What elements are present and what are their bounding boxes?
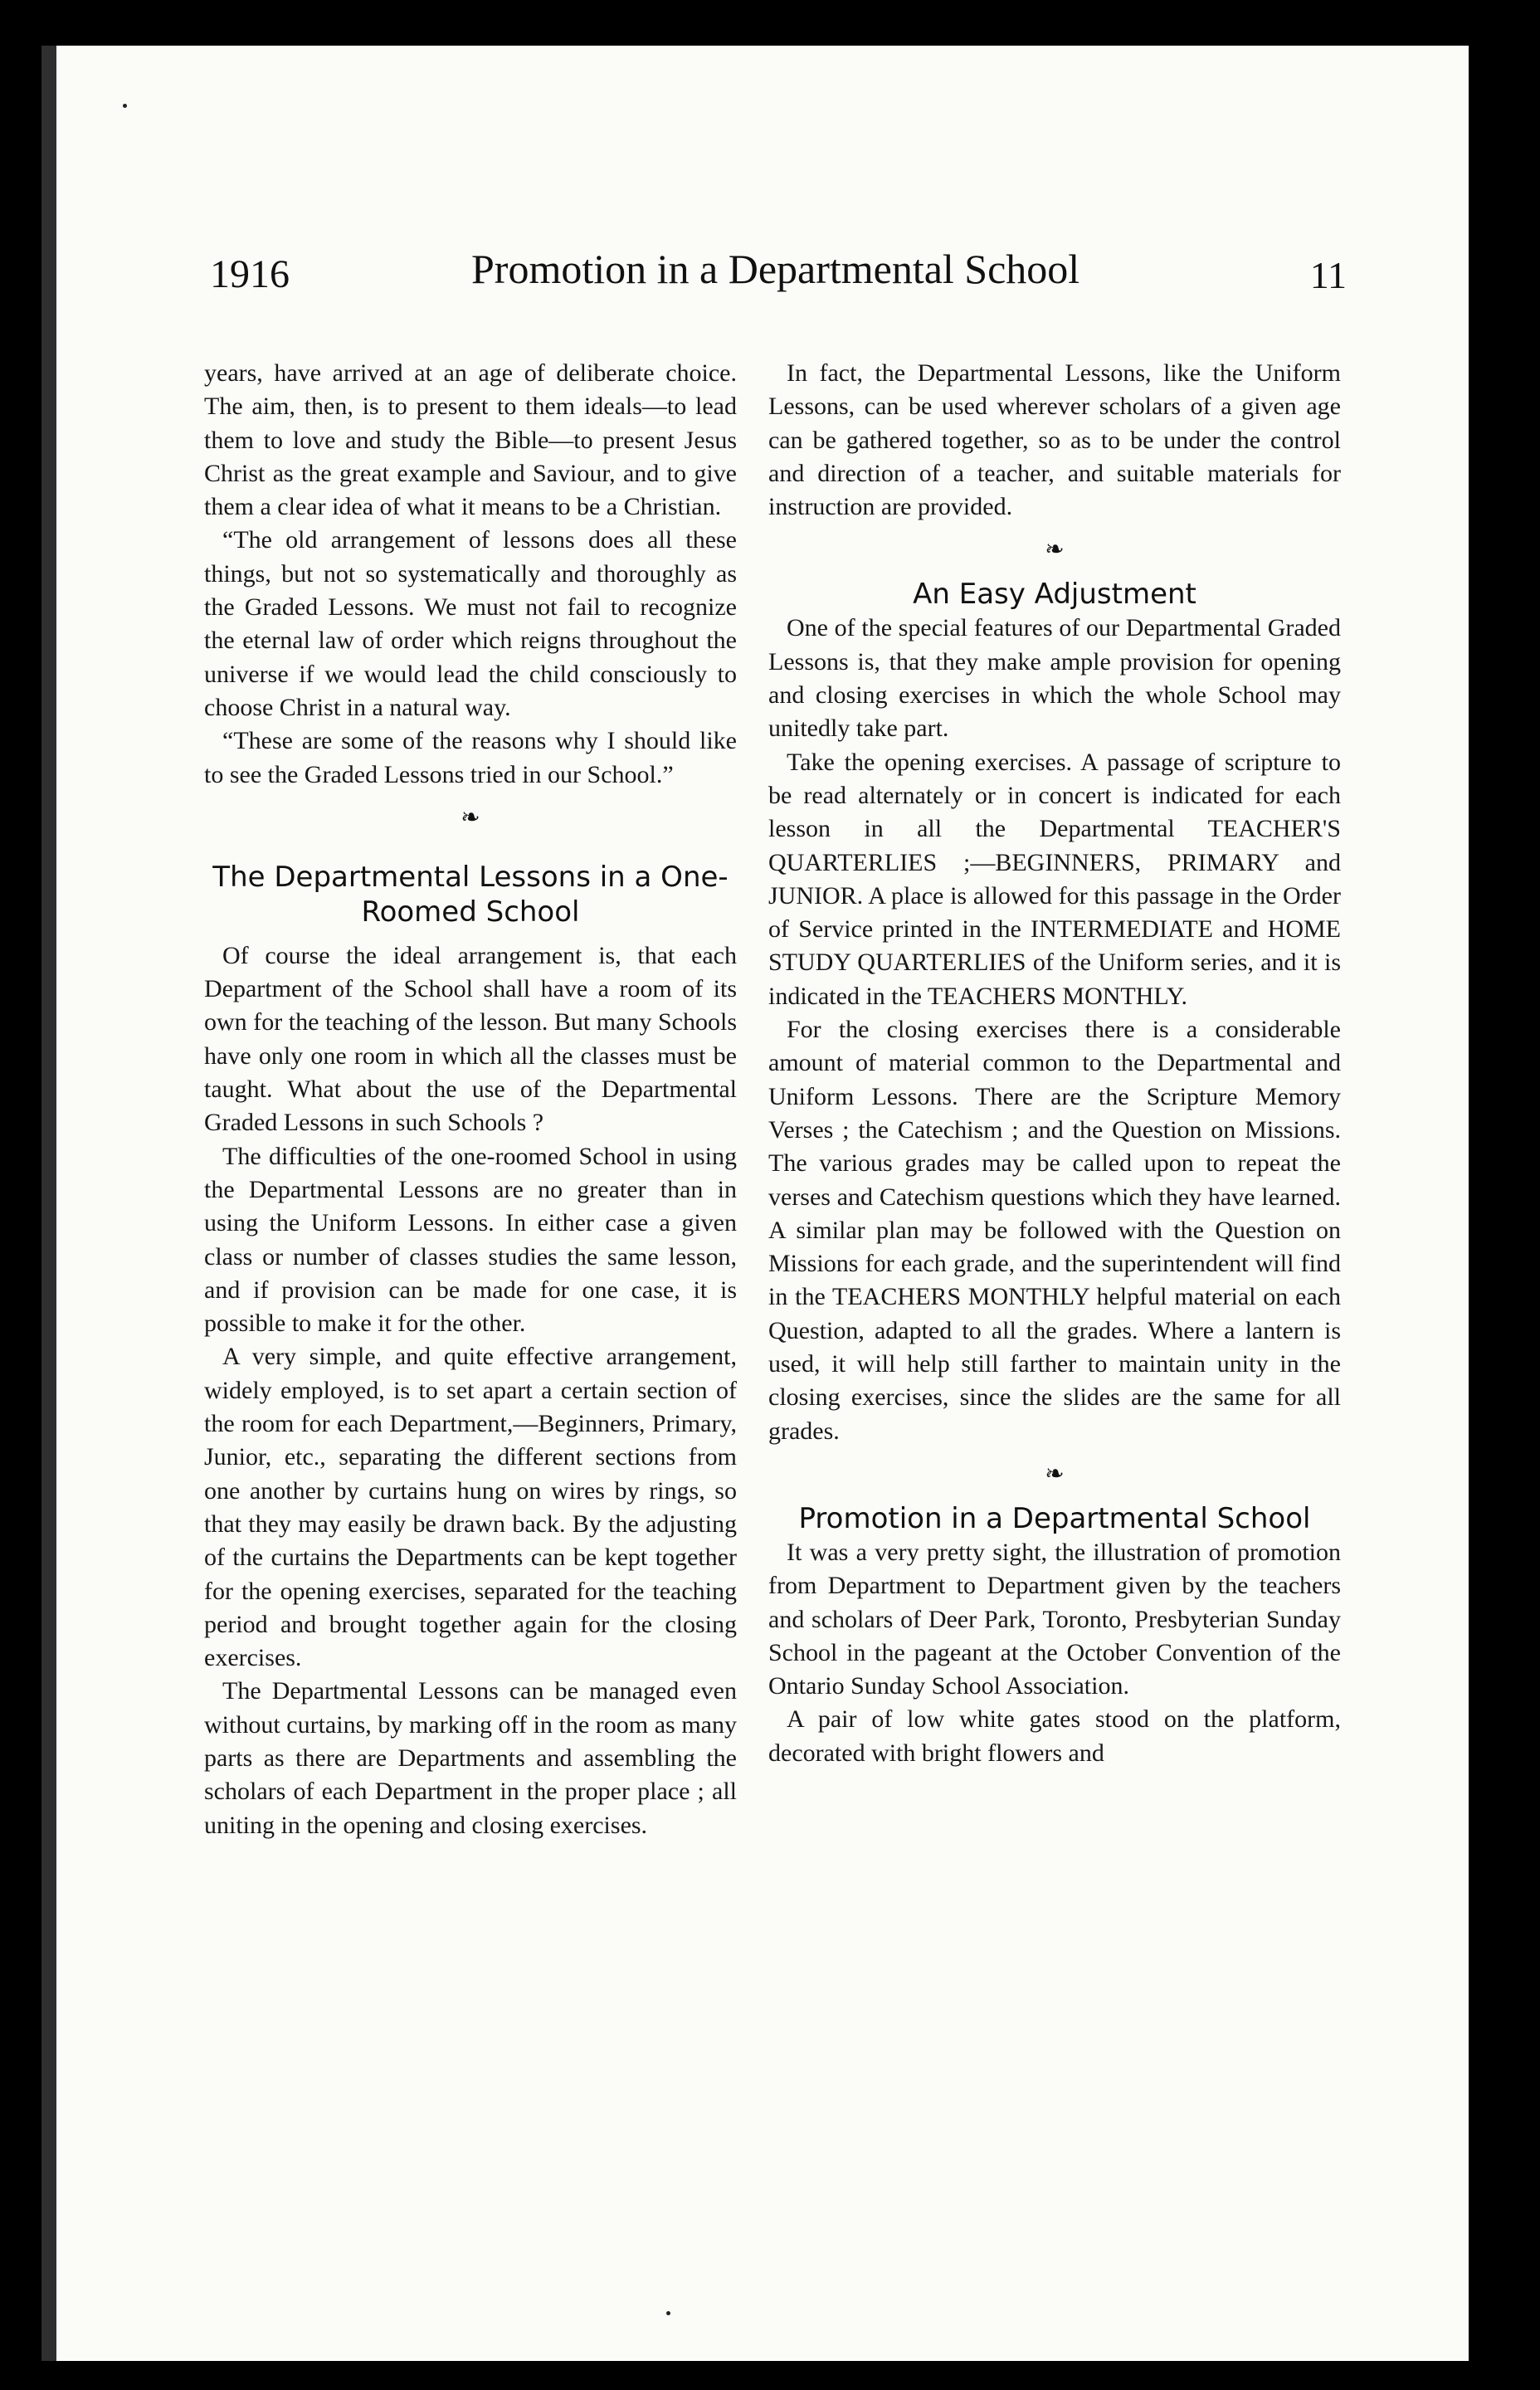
ornament-icon: ❧ <box>461 804 480 831</box>
paragraph: A very simple, and quite effective arrangement, widely employed, is to set apart a certain section of the room for each Department,—Beginners, Primary, Junior, etc., separating the different sections from one another by curtains hung on wires by rings, so that they may easily be drawn back. By the adjusting of the curtains the Departments can be kept together for the opening exercises, separated for the teaching period and brought together again for the closing exercises. <box>204 1343 737 1672</box>
left-column <box>204 357 737 1842</box>
paragraph: The Departmental Lessons can be managed even without curtains, by marking off in the room as many parts as there are Departments and assembling the scholars of each Department in the proper place ; all uniting in the opening and closing exercises. <box>204 1677 737 1839</box>
section-heading: The Departmental Lessons in a One-Roomed School <box>212 860 729 929</box>
header-title: Promotion in a Departmental School <box>471 246 1080 292</box>
paragraph: One of the special features of our Departmental Graded Lessons is, that they make ample provision for opening and closing exercises in which the whole School may unitedly take part. <box>768 614 1341 743</box>
scan-speck <box>123 104 127 108</box>
scan-speck <box>666 2311 670 2315</box>
page-number: 11 <box>1309 254 1347 296</box>
section-heading: Promotion in a Departmental School <box>798 1501 1311 1535</box>
paragraph: It was a very pretty sight, the illustration of promotion from Department to Department given by the teachers and scholars of Deer Park, Toronto, Presbyterian Sunday School in the pageant at the October Convention of the Ontario Sunday School Association. <box>768 1538 1341 1700</box>
ornament-icon: ❧ <box>1045 1461 1065 1487</box>
paragraph: years, have arrived at an age of deliberate choice. The aim, then, is to present to them ideals—to lead them to love and study the Bible—to present Jesus Christ as the great example and Saviour, and to give them a clear idea of what it means to be a Christian. <box>204 359 737 521</box>
ornament-icon: ❧ <box>1045 537 1065 563</box>
paragraph: For the closing exercises there is a considerable amount of material common to the Departmental and Uniform Lessons. There are the Scripture Memory Verses ; the Catechism ; and the Question on Missions. The various grades may be called upon to repeat the verses and Catechism questions which they have learned. A similar plan may be followed with the Question on Missions for each grade, and the superintendent will find in the TEACHERS MONTHLY helpful material on each Question, adapted to all the grades. Where a lantern is used, it will help still farther to maintain unity in the closing exercises, since the slides are the same for all grades. <box>768 1016 1341 1445</box>
section-heading: An Easy Adjustment <box>913 578 1196 612</box>
header-year: 1916 <box>210 252 290 296</box>
paragraph: A pair of low white gates stood on the platform, decorated with bright flowers and <box>768 1705 1341 1767</box>
paragraph: In fact, the Departmental Lessons, like the Uniform Lessons, can be used wherever scholars of a given age can be gathered together, so as to be under the control and direction of a teacher, and suitable materials for instruction are provided. <box>768 359 1341 521</box>
right-column <box>768 357 1341 1770</box>
paragraph: Take the opening exercises. A passage of scripture to be read alternately or in concert is indicated for each lesson in all the Departmental TEACHER'S QUARTERLIES ;—BEGINNERS, PRIMARY and JUNIOR. A place is allowed for this passage in the Order of Service printed in the INTERMEDIATE and HOME STUDY QUARTERLIES of the Uniform series, and it is indicated in the TEACHERS MONTHLY. <box>768 748 1341 1010</box>
book-page <box>41 46 1469 2361</box>
running-header <box>210 245 1347 311</box>
paragraph: “The old arrangement of lessons does all these things, but not so systematically and thoroughly as the Graded Lessons. We must not fail to recognize the eternal law of order which reigns throughout the universe if we would lead the child consciously to choose Christ in a natural way. <box>204 526 737 721</box>
paragraph: “These are some of the reasons why I should like to see the Graded Lessons tried in our School.” <box>204 727 737 788</box>
paragraph: Of course the ideal arrangement is, that each Department of the School shall have a room of its own for the teaching of the lesson. But many Schools have only one room in which all the classes must be taught. What about the use of the Departmental Graded Lessons in such Schools ? <box>204 941 737 1137</box>
paragraph: The difficulties of the one-roomed School in using the Departmental Lessons are no greater than in using the Uniform Lessons. In either case a given class or number of classes studies the same lesson, and if provision can be made for one case, it is possible to make it for the other. <box>204 1142 737 1338</box>
